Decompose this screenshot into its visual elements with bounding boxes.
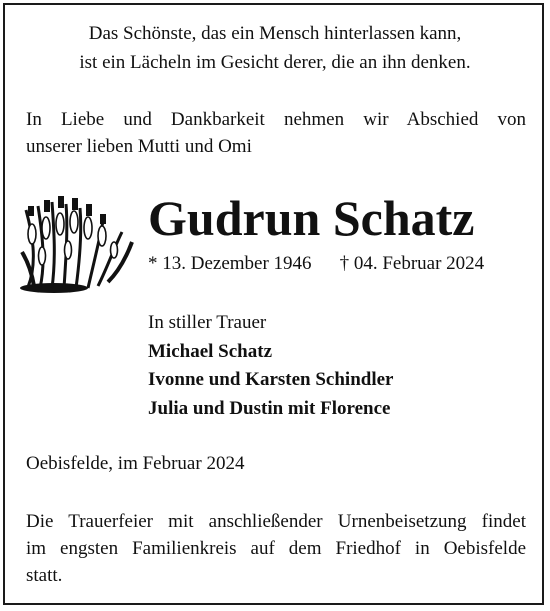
poem-line-2: ist ein Lächeln im Gesicht derer, die an ihn denken. — [79, 52, 471, 73]
funeral-line-3: statt. — [26, 565, 63, 586]
poem-line-1: Das Schönste, das ein Mensch hinterlassen kann, — [88, 23, 462, 44]
birth-date: * 13. Dezember 1946 — [148, 253, 312, 274]
snowdrop-flowers-icon — [18, 192, 136, 294]
life-dates — [148, 250, 484, 277]
funeral-line-2: im engsten Familienkreis auf dem Friedhof in Oebisfelde — [26, 538, 526, 559]
place-date: Oebisfelde, im Februar 2024 — [26, 453, 245, 474]
mourner-name: Michael Schatz — [148, 340, 273, 362]
deceased-name: Gudrun Schatz — [148, 190, 475, 246]
intro-line-1: In Liebe und Dankbarkeit nehmen wir Abschied von — [26, 109, 526, 130]
death-date: † 04. Februar 2024 — [339, 253, 485, 274]
intro-line-2: unserer lieben Mutti und Omi — [26, 136, 252, 157]
funeral-line-1: Die Trauerfeier mit anschließender Urnenbeisetzung findet — [26, 511, 526, 532]
mourners-heading: In stiller Trauer — [148, 312, 267, 333]
mourner-name: Ivonne und Karsten Schindler — [148, 369, 394, 390]
mourners-block — [148, 309, 393, 423]
mourner-name: Julia und Dustin mit Florence — [148, 397, 391, 419]
